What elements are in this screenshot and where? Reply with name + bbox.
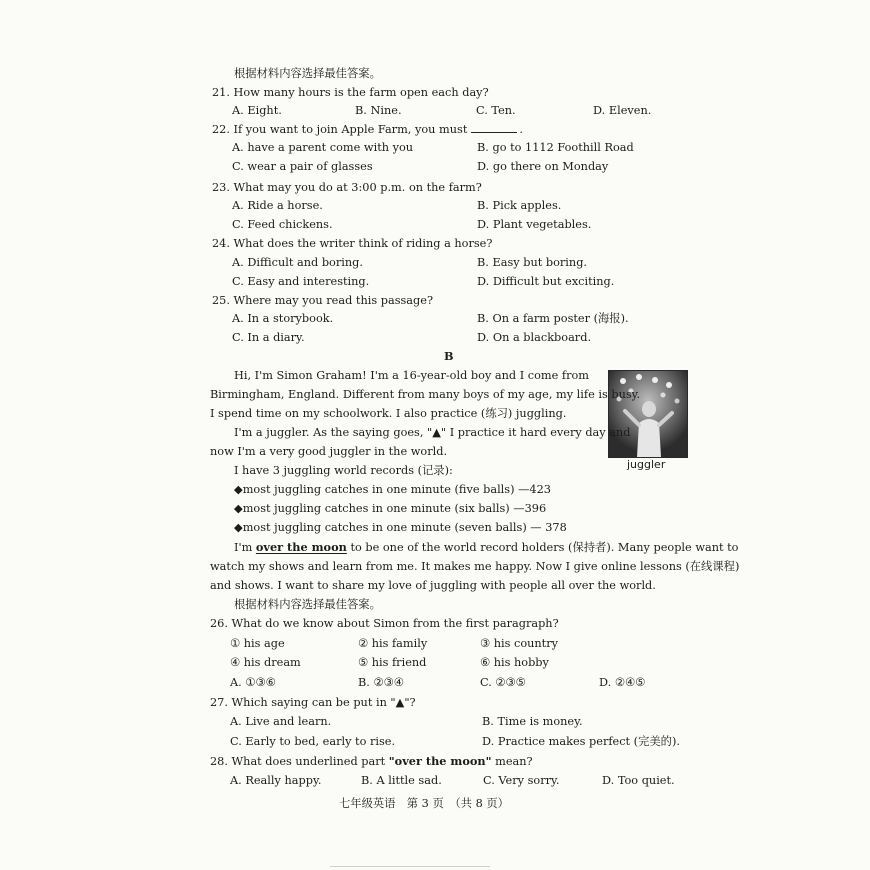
scan-artifact bbox=[330, 866, 490, 867]
question-22-option-b[interactable]: B. go to 1112 Foothill Road bbox=[477, 141, 634, 154]
question-26-option-d[interactable]: D. ②④⑤ bbox=[599, 676, 646, 689]
question-24-option-b[interactable]: B. Easy but boring. bbox=[477, 256, 588, 269]
question-24-option-c[interactable]: C. Easy and interesting. bbox=[232, 275, 370, 288]
question-26-option-c[interactable]: C. ②③⑤ bbox=[480, 676, 526, 689]
question-25-option-b[interactable]: B. On a farm poster (海报). bbox=[477, 312, 629, 325]
question-26-option-b[interactable]: B. ②③④ bbox=[358, 676, 404, 689]
question-28-option-a[interactable]: A. Really happy. bbox=[230, 774, 322, 787]
question-21-option-d[interactable]: D. Eleven. bbox=[593, 104, 652, 117]
q26-item-4: ④ his dream bbox=[230, 656, 301, 669]
question-22-stem-end: . bbox=[519, 123, 523, 136]
question-24-option-a[interactable]: A. Difficult and boring. bbox=[232, 256, 363, 269]
para4-prefix: I'm bbox=[234, 541, 253, 554]
question-24-stem: 24. What does the writer think of riding a horse? bbox=[212, 237, 493, 250]
q26-item-1: ① his age bbox=[230, 637, 285, 650]
question-28-option-d[interactable]: D. Too quiet. bbox=[602, 774, 675, 787]
question-26-stem: 26. What do we know about Simon from the first paragraph? bbox=[210, 617, 559, 630]
question-28-option-c[interactable]: C. Very sorry. bbox=[483, 774, 560, 787]
para3: I have 3 juggling world records (记录): bbox=[234, 464, 453, 477]
question-28-option-b[interactable]: B. A little sad. bbox=[361, 774, 442, 787]
page-footer: 七年级英语 第 3 页 （共 8 页） bbox=[339, 797, 509, 810]
para1-line3: I spend time on my schoolwork. I also practice (练习) juggling. bbox=[210, 407, 567, 420]
question-21-option-a[interactable]: A. Eight. bbox=[232, 104, 282, 117]
para1-line1: Hi, I'm Simon Graham! I'm a 16-year-old boy and I come from bbox=[234, 369, 590, 382]
question-27-option-c[interactable]: C. Early to bed, early to rise. bbox=[230, 735, 396, 748]
question-26-option-a[interactable]: A. ①③⑥ bbox=[230, 676, 276, 689]
record-2: ◆most juggling catches in one minute (six balls) —396 bbox=[234, 502, 547, 515]
question-24-option-d[interactable]: D. Difficult but exciting. bbox=[477, 275, 615, 288]
question-25-stem: 25. Where may you read this passage? bbox=[212, 294, 434, 307]
juggler-illustration bbox=[609, 371, 687, 457]
question-23-option-a[interactable]: A. Ride a horse. bbox=[232, 199, 323, 212]
question-23-option-d[interactable]: D. Plant vegetables. bbox=[477, 218, 592, 231]
question-22-option-a[interactable]: A. have a parent come with you bbox=[232, 141, 414, 154]
question-23-option-c[interactable]: C. Feed chickens. bbox=[232, 218, 333, 231]
question-25-option-c[interactable]: C. In a diary. bbox=[232, 331, 305, 344]
instructions-b: 根据材料内容选择最佳答案。 bbox=[234, 598, 381, 611]
q26-item-3: ③ his country bbox=[480, 637, 558, 650]
question-21-option-b[interactable]: B. Nine. bbox=[355, 104, 402, 117]
question-25-option-a[interactable]: A. In a storybook. bbox=[232, 312, 334, 325]
question-28-stem bbox=[210, 756, 533, 767]
question-27-stem: 27. Which saying can be put in "▲"? bbox=[210, 696, 416, 709]
underlined-phrase: over the moon bbox=[255, 540, 347, 554]
question-23-stem: 23. What may you do at 3:00 p.m. on the farm? bbox=[212, 181, 482, 194]
question-27-option-a[interactable]: A. Live and learn. bbox=[230, 715, 332, 728]
question-27-option-b[interactable]: B. Time is money. bbox=[482, 715, 583, 728]
instructions-a: 根据材料内容选择最佳答案。 bbox=[234, 67, 381, 80]
q28-stem-quoted: "over the moon" bbox=[388, 754, 492, 768]
question-21-option-c[interactable]: C. Ten. bbox=[476, 104, 516, 117]
answer-blank bbox=[471, 123, 517, 133]
para4-line1 bbox=[234, 542, 738, 553]
question-22-option-d[interactable]: D. go there on Monday bbox=[477, 160, 609, 173]
q26-item-6: ⑥ his hobby bbox=[480, 656, 549, 669]
record-1: ◆most juggling catches in one minute (five balls) —423 bbox=[234, 483, 551, 496]
question-22-stem-text: 22. If you want to join Apple Farm, you must bbox=[212, 123, 468, 136]
photo-caption: juggler bbox=[627, 458, 666, 471]
para1-line2: Birmingham, England. Different from many boys of my age, my life is busy. bbox=[210, 388, 641, 401]
question-27-option-d[interactable]: D. Practice makes perfect (完美的). bbox=[482, 735, 680, 748]
q28-stem-prefix: 28. What does underlined part bbox=[210, 755, 386, 768]
para4-line3: and shows. I want to share my love of juggling with people all over the world. bbox=[210, 579, 656, 592]
section-b-heading: B bbox=[444, 349, 454, 363]
question-25-option-d[interactable]: D. On a blackboard. bbox=[477, 331, 592, 344]
juggler-photo bbox=[608, 370, 688, 458]
para4-line2: watch my shows and learn from me. It makes me happy. Now I give online lessons (在线课程) bbox=[210, 560, 740, 573]
para4-rest: to be one of the world record holders (保持者). Many people want to bbox=[350, 541, 739, 554]
q28-stem-suffix: mean? bbox=[495, 755, 533, 768]
question-23-option-b[interactable]: B. Pick apples. bbox=[477, 199, 562, 212]
para2-line1: I'm a juggler. As the saying goes, "▲" I practice it hard every day and bbox=[234, 426, 631, 439]
record-3: ◆most juggling catches in one minute (seven balls) — 378 bbox=[234, 521, 567, 534]
para2-line2: now I'm a very good juggler in the world. bbox=[210, 445, 448, 458]
q26-item-5: ⑤ his friend bbox=[358, 656, 427, 669]
question-21-stem: 21. How many hours is the farm open each day? bbox=[212, 86, 489, 99]
question-22-stem bbox=[212, 123, 523, 135]
q26-item-2: ② his family bbox=[358, 637, 428, 650]
question-22-option-c[interactable]: C. wear a pair of glasses bbox=[232, 160, 373, 173]
